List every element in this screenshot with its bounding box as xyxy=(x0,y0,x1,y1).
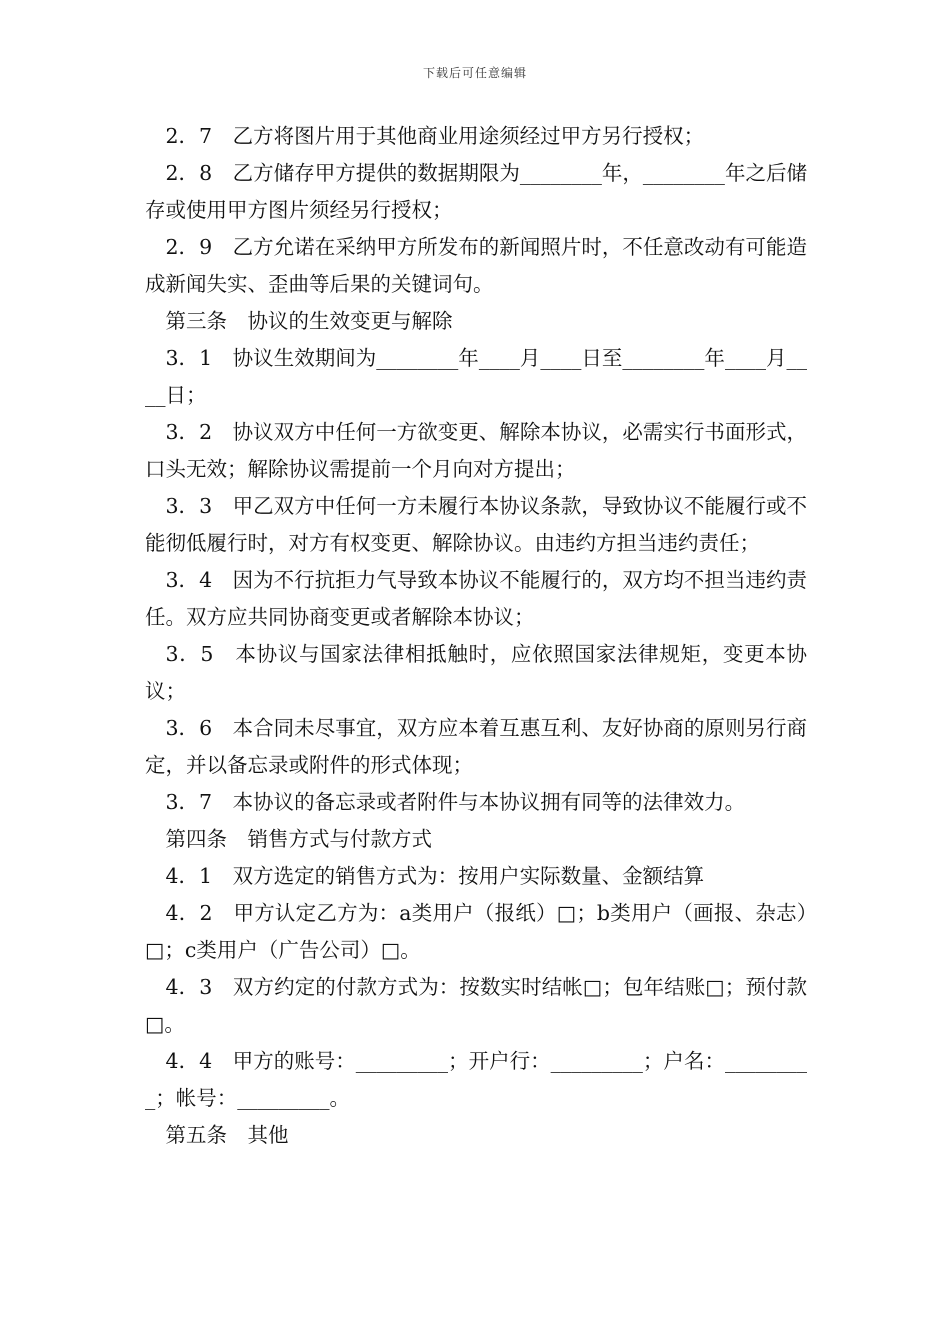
clause-4-2: 4．2 甲方认定乙方为：a类用户（报纸）□；b类用户（画报、杂志）□；c类用户（广告公司）□。 xyxy=(145,901,807,962)
clause-2-9: 2．9 乙方允诺在采纳甲方所发布的新闻照片时，不任意改动有可能造成新闻失实、歪曲等后果的关键词句。 xyxy=(145,235,807,296)
clause-3-5: 3．5 本协议与国家法律相抵触时，应依照国家法律规矩，变更本协议； xyxy=(145,642,807,703)
clause-3-4: 3．4 因为不行抗拒力气导致本协议不能履行的，双方均不担当违约责任。双方应共同协商变更或者解除本协议； xyxy=(145,568,807,629)
clause-2-8: 2．8 乙方储存甲方提供的数据期限为________年，________年之后储存或使用甲方图片须经另行授权； xyxy=(145,161,807,222)
clause-4-1: 4．1 双方选定的销售方式为：按用户实际数量、金额结算 xyxy=(165,864,705,888)
clause-4-4: 4．4 甲方的账号：_________；开户行：_________；户名：_________；帐号：_________。 xyxy=(145,1049,807,1110)
clause-3-6: 3．6 本合同未尽事宜，双方应本着互惠互利、友好协商的原则另行商定，并以备忘录或附件的形式体现； xyxy=(145,716,807,777)
clause-3-2: 3．2 协议双方中任何一方欲变更、解除本协议，必需实行书面形式，口头无效；解除协议需提前一个月向对方提出； xyxy=(145,420,807,481)
clause-3-1: 3．1 协议生效期间为________年____月____日至________年____月____日； xyxy=(145,346,807,407)
clause-3-3: 3．3 甲乙双方中任何一方未履行本协议条款，导致协议不能履行或不能彻低履行时，对方有权变更、解除协议。由违约方担当违约责任； xyxy=(145,494,807,555)
section-heading-article-4: 第四条 销售方式与付款方式 xyxy=(165,827,432,851)
clause-3-7: 3．7 本协议的备忘录或者附件与本协议拥有同等的法律效力。 xyxy=(165,790,746,814)
document-body xyxy=(145,118,807,1154)
clause-4-3: 4．3 双方约定的付款方式为：按数实时结帐□；包年结账□；预付款□。 xyxy=(145,975,807,1036)
clause-2-7: 2．7 乙方将图片用于其他商业用途须经过甲方另行授权； xyxy=(165,124,705,148)
page-header: 下载后可任意编辑 xyxy=(422,66,527,80)
section-heading-article-3: 第三条 协议的生效变更与解除 xyxy=(165,309,453,333)
section-heading-article-5: 第五条 其他 xyxy=(165,1123,289,1147)
